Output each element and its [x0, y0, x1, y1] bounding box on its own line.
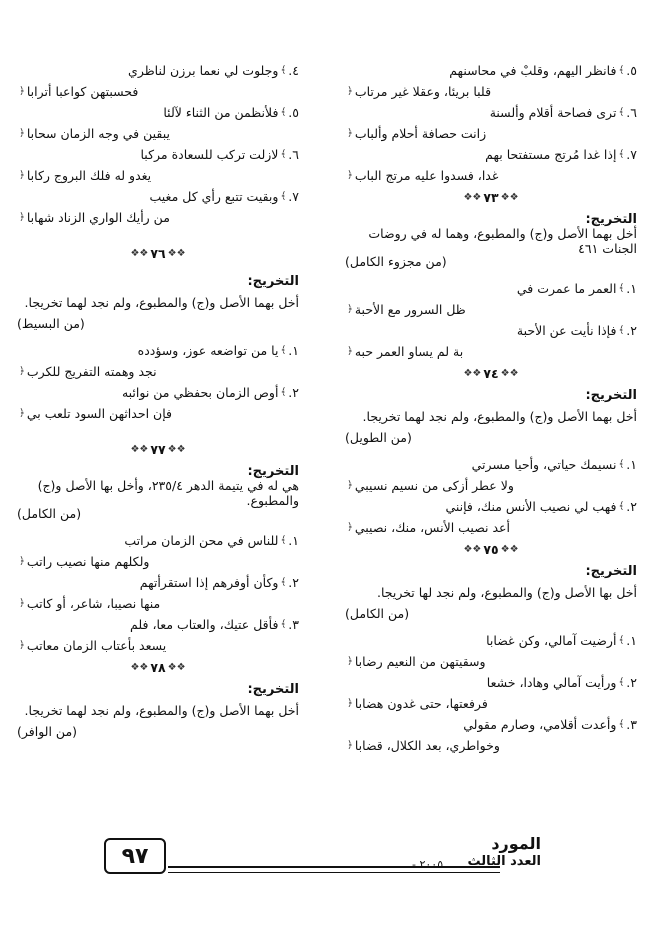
ornament-icon: ﴿	[19, 366, 25, 377]
takhrij-heading: التخريج:	[247, 463, 299, 479]
verse-first-hemistich	[345, 320, 637, 341]
verse-second-hemistich	[17, 207, 299, 228]
ornament-icon: ﴿	[19, 598, 25, 609]
takhrij-text: أخل بهما الأصل و(ج) والمطبوع، ولم نجد لهما تخريجا.	[24, 295, 299, 310]
hemistich-text: وجلوت لي نعما برزن لناظري	[128, 63, 279, 78]
verse-second-hemistich	[345, 735, 637, 756]
ornament-icon: ﴾	[618, 149, 625, 160]
verse-first-hemistich	[345, 496, 637, 517]
verse-number: ٧.	[288, 189, 299, 204]
poem-block	[17, 530, 299, 656]
ornament-icon: ﴾	[618, 501, 625, 512]
verse-first-hemistich	[345, 630, 637, 651]
verse-second-hemistich	[345, 123, 637, 144]
hemistich-text: العمر ما عمرت في	[516, 281, 617, 296]
takhrij-text: أخل بهما الأصل و(ج) والمطبوع، وهما له في روضات الجنات ٤٦١	[368, 225, 637, 256]
ornament-icon: ﴿	[19, 128, 25, 139]
verse-first-hemistich	[345, 672, 637, 693]
verse-first-hemistich	[345, 102, 637, 123]
ornament-icon: ﴿	[347, 86, 353, 97]
ornament-icon: ﴾	[280, 387, 287, 398]
hemistich-text: فإذا نأيت عن الأحبة	[516, 323, 617, 338]
ornament-icon: ﴾	[280, 577, 287, 588]
hemistich-text: فهب لي نصيب الأنس منك، فإنني	[445, 499, 617, 514]
hemistich-text: لازلت تركب للسعادة مركبا	[140, 147, 279, 162]
takhrij-text: هي له في يتيمة الدهر ٢٣٥/٤، وأخل بها الأصل و(ج) والمطبوع.	[37, 477, 299, 508]
takhrij-heading: التخريج:	[247, 681, 299, 697]
ornament-icon: ﴾	[280, 107, 287, 118]
right-column	[345, 60, 637, 756]
verse-number: ٢.	[288, 575, 299, 590]
ornament-icon: ﴿	[347, 128, 353, 139]
verse-first-hemistich	[17, 572, 299, 593]
takhrij-text: أخل بهما الأصل و(ج) والمطبوع، ولم نجد لهما تخريجا.	[362, 409, 637, 424]
poem-block	[345, 60, 637, 186]
ornament-icon: ﴾	[280, 149, 287, 160]
ornament-icon: ﴾	[618, 677, 625, 688]
verse-first-hemistich	[17, 186, 299, 207]
verse-second-hemistich	[345, 651, 637, 672]
verse-second-hemistich	[345, 81, 637, 102]
hemistich-text: وكأن أوفرهم إذا استقرأتهم	[139, 575, 279, 590]
verse-number: ٣.	[288, 617, 299, 632]
takhrij-heading: التخريج:	[585, 563, 637, 579]
takhrij-text: أخل بها الأصل و(ج) والمطبوع، ولم نجد لها تخريجا.	[377, 585, 637, 600]
hemistich-text: بة لم يساو العمر حبه	[354, 344, 464, 359]
hemistich-text: غدا، فسدوا عليه مرتج الباب	[354, 168, 499, 183]
hemistich-text: ترى فصاحة أقلام وألسنة	[489, 105, 617, 120]
hemistich-text: وسقيتهن من النعيم رضابا	[354, 654, 486, 669]
section-marker: ❖❖ ٧٥ ❖❖	[463, 541, 519, 557]
verse-number: ١.	[288, 343, 299, 358]
hemistich-text: وبقيت تتبع رأي كل مغيب	[149, 189, 279, 204]
verse-number: ٦.	[288, 147, 299, 162]
ornament-icon: ﴾	[618, 459, 625, 470]
verse-first-hemistich	[17, 60, 299, 81]
verse-second-hemistich	[345, 517, 637, 538]
meter-label: (من الكامل)	[17, 506, 82, 521]
journal-issue: العدد الثالث	[467, 854, 541, 869]
hemistich-text: فحسبتهن كواعبا أترابا	[26, 84, 139, 99]
verse-second-hemistich	[17, 165, 299, 186]
ornament-icon: ﴾	[618, 719, 625, 730]
verse-number: ١.	[626, 457, 637, 472]
ornament-icon: ﴿	[347, 346, 353, 357]
verse-number: ٢.	[626, 675, 637, 690]
verse-second-hemistich	[17, 593, 299, 614]
verse-second-hemistich	[345, 299, 637, 320]
left-column	[17, 60, 299, 742]
page-number: ٩٧	[104, 838, 166, 874]
ornament-icon: ﴿	[19, 556, 25, 567]
meter-label: (من الكامل)	[345, 606, 410, 621]
ornament-icon: ﴾	[618, 635, 625, 646]
section-marker: ❖❖ ٧٧ ❖❖	[130, 441, 186, 457]
verse-number: ٣.	[626, 717, 637, 732]
verse-number: ٥.	[288, 105, 299, 120]
ornament-icon: ﴾	[618, 65, 625, 76]
meter-label: (من البسيط)	[17, 316, 85, 331]
meter-label: (من الطويل)	[345, 430, 412, 445]
ornament-icon: ﴿	[19, 212, 25, 223]
verse-second-hemistich	[345, 165, 637, 186]
hemistich-text: وخواطري، بعد الكلال، قضابا	[354, 738, 500, 753]
ornament-icon: ﴿	[19, 170, 25, 181]
poem-block	[345, 630, 637, 756]
verse-number: ٧.	[626, 147, 637, 162]
verse-first-hemistich	[17, 144, 299, 165]
verse-second-hemistich	[17, 551, 299, 572]
meter-label: (من مجزوء الكامل)	[345, 254, 447, 269]
section-marker: ❖❖ ٧٤ ❖❖	[463, 365, 519, 381]
ornament-icon: ﴿	[19, 640, 25, 651]
journal-name: المورد	[491, 834, 541, 853]
hemistich-text: يبقين في وجه الزمان سحابا	[26, 126, 170, 141]
hemistich-text: ولا عطر أزكى من نسيم نسيبي	[354, 478, 514, 493]
verse-second-hemistich	[345, 693, 637, 714]
hemistich-text: وأعدت أقلامي، وصارم مقولي	[463, 717, 617, 732]
verse-second-hemistich	[17, 635, 299, 656]
hemistich-text: فإن احداثهن السود تلعب بي	[26, 406, 172, 421]
verse-first-hemistich	[17, 102, 299, 123]
verse-second-hemistich	[17, 123, 299, 144]
ornament-icon: ﴿	[19, 86, 25, 97]
ornament-icon: ﴾	[280, 619, 287, 630]
verse-number: ١.	[626, 633, 637, 648]
verse-second-hemistich	[17, 403, 299, 424]
hemistich-text: أرضيت آمالي، وكن غضابا	[486, 633, 617, 648]
meter-label: (من الوافر)	[17, 724, 78, 739]
ornament-icon: ﴿	[347, 522, 353, 533]
hemistich-text: زانت حصافة أحلام وألباب	[354, 126, 487, 141]
poem-block	[345, 454, 637, 538]
hemistich-text: فرفعتها، حتى غدون هضابا	[354, 696, 488, 711]
ornament-icon: ﴾	[280, 535, 287, 546]
verse-first-hemistich	[17, 340, 299, 361]
verse-second-hemistich	[17, 81, 299, 102]
hemistich-text: أعد نصيب الأنس، منك، نصيبي	[354, 520, 510, 535]
verse-first-hemistich	[17, 530, 299, 551]
verse-number: ٢.	[626, 323, 637, 338]
verse-second-hemistich	[345, 341, 637, 362]
ornament-icon: ﴾	[618, 107, 625, 118]
verse-first-hemistich	[345, 278, 637, 299]
hemistich-text: قلبا بريئا، وعقلا غير مرتاب	[354, 84, 492, 99]
verse-number: ٢.	[626, 499, 637, 514]
hemistich-text: فلأنظمن من الثناء لآلئا	[163, 105, 279, 120]
takhrij-text: أخل بهما الأصل و(ج) والمطبوع، ولم نجد لهما تخريجا.	[24, 703, 299, 718]
takhrij-heading: التخريج:	[585, 211, 637, 227]
poem-block	[17, 340, 299, 424]
hemistich-text: ولكلهم منها نصيب راتب	[26, 554, 150, 569]
ornament-icon: ﴾	[618, 283, 625, 294]
hemistich-text: نسيمك حياتي، وأحيا مسرتي	[471, 457, 617, 472]
verse-second-hemistich	[345, 475, 637, 496]
ornament-icon: ﴿	[347, 698, 353, 709]
ornament-icon: ﴾	[280, 65, 287, 76]
hemistich-text: ظل السرور مع الأحبة	[354, 302, 466, 317]
verse-number: ٦.	[626, 105, 637, 120]
ornament-icon: ﴾	[280, 345, 287, 356]
hemistich-text: فانظر اليهم، وقلبْ في محاسنهم	[449, 63, 617, 78]
hemistich-text: ورأيت آمالي وهادا، خشعا	[486, 675, 617, 690]
section-marker: ❖❖ ٧٦ ❖❖	[130, 245, 186, 261]
verse-number: ٥.	[626, 63, 637, 78]
hemistich-text: منها نصيبا، شاعر، أو كاتب	[26, 596, 161, 611]
hemistich-text: يا من تواضعه عوز، وسؤدده	[137, 343, 279, 358]
footer-rule	[168, 866, 500, 868]
hemistich-text: نجد وهمته التفريج للكرب	[26, 364, 157, 379]
hemistich-text: أوص الزمان بحفظي من نوائبه	[121, 385, 279, 400]
verse-number: ٤.	[288, 63, 299, 78]
hemistich-text: يسعد بأعتاب الزمان معاتب	[26, 638, 167, 653]
poem-block	[345, 278, 637, 362]
section-marker: ❖❖ ٧٣ ❖❖	[463, 189, 519, 205]
ornament-icon: ﴿	[19, 408, 25, 419]
ornament-icon: ﴿	[347, 170, 353, 181]
hemistich-text: من رأيك الواري الزناد شهابا	[26, 210, 170, 225]
hemistich-text: إذا غدا مُرتج مستفتحا بهم	[485, 147, 617, 162]
takhrij-heading: التخريج:	[585, 387, 637, 403]
verse-second-hemistich	[17, 361, 299, 382]
verse-first-hemistich	[17, 614, 299, 635]
ornament-icon: ﴿	[347, 304, 353, 315]
verse-first-hemistich	[345, 60, 637, 81]
ornament-icon: ﴿	[347, 480, 353, 491]
ornament-icon: ﴾	[618, 325, 625, 336]
verse-number: ١.	[288, 533, 299, 548]
verse-first-hemistich	[345, 144, 637, 165]
ornament-icon: ﴿	[347, 740, 353, 751]
verse-first-hemistich	[345, 454, 637, 475]
page-footer	[0, 826, 661, 886]
hemistich-text: للناس في محن الزمان مراتب	[124, 533, 279, 548]
verse-number: ٢.	[288, 385, 299, 400]
ornament-icon: ﴾	[280, 191, 287, 202]
verse-number: ١.	[626, 281, 637, 296]
hemistich-text: فأقل عتيك، والعتاب معا، فلم	[130, 617, 279, 632]
ornament-icon: ﴿	[347, 656, 353, 667]
section-marker: ❖❖ ٧٨ ❖❖	[130, 659, 186, 675]
footer-rule-thin	[168, 872, 500, 873]
hemistich-text: يغدو له فلك البروج ركابا	[26, 168, 152, 183]
takhrij-heading: التخريج:	[247, 273, 299, 289]
verse-first-hemistich	[345, 714, 637, 735]
journal-year: ٢٠٠٥ -	[412, 858, 444, 871]
verse-first-hemistich	[17, 382, 299, 403]
poem-block	[17, 60, 299, 228]
